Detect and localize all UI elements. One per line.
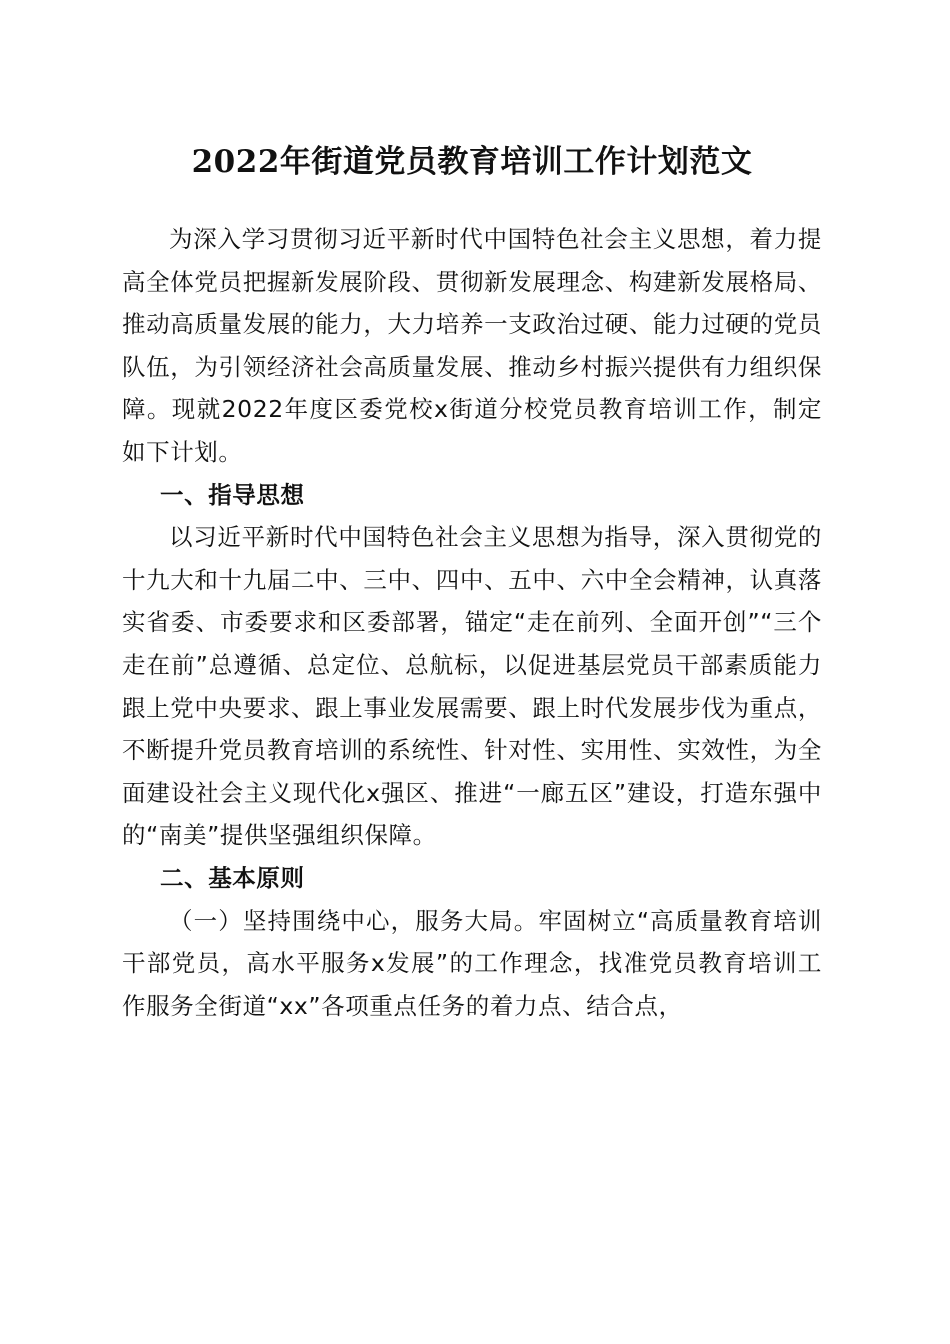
document-body [122, 218, 822, 1027]
intro-paragraph: 为深入学习贯彻习近平新时代中国特色社会主义思想，着力提高全体党员把握新发展阶段、贯彻新发展理念、构建新发展格局、推动高质量发展的能力，大力培养一支政治过硬、能力过硬的党员队伍，为引领经济社会高质量发展、推动乡村振兴提供有力组织保障。现就2022年度区委党校x街道分校党员教育培训工作，制定如下计划。 [122, 225, 822, 466]
document-title: 2022年街道党员教育培训工作计划范文 [191, 144, 753, 180]
section-heading-basic-principles: 二、基本原则 [160, 863, 305, 892]
principle-one-label: （一）坚持围绕中心，服务大局。 [169, 906, 539, 935]
principle-one-paragraph [122, 900, 822, 1028]
principle-one-text: 牢固树立“高质量教育培训干部党员，高水平服务x发展”的工作理念，找准党员教育培训工作服务全街道“xx”各项重点任务的着力点、结合点， [122, 906, 823, 1020]
section-heading-guiding-ideology: 一、指导思想 [160, 480, 305, 509]
guiding-ideology-paragraph: 以习近平新时代中国特色社会主义思想为指导，深入贯彻党的十九大和十九届二中、三中、四中、五中、六中全会精神，认真落实省委、市委要求和区委部署，锚定“走在前列、全面开创”“三个走在前”总遵循、总定位、总航标，以促进基层党员干部素质能力跟上党中央要求、跟上事业发展需要、跟上时代发展步伐为重点，不断提升党员教育培训的系统性、针对性、实用性、实效性，为全面建设社会主义现代化x强区、推进“一廊五区”建设，打造东强中的“南美”提供坚强组织保障。 [122, 523, 822, 850]
